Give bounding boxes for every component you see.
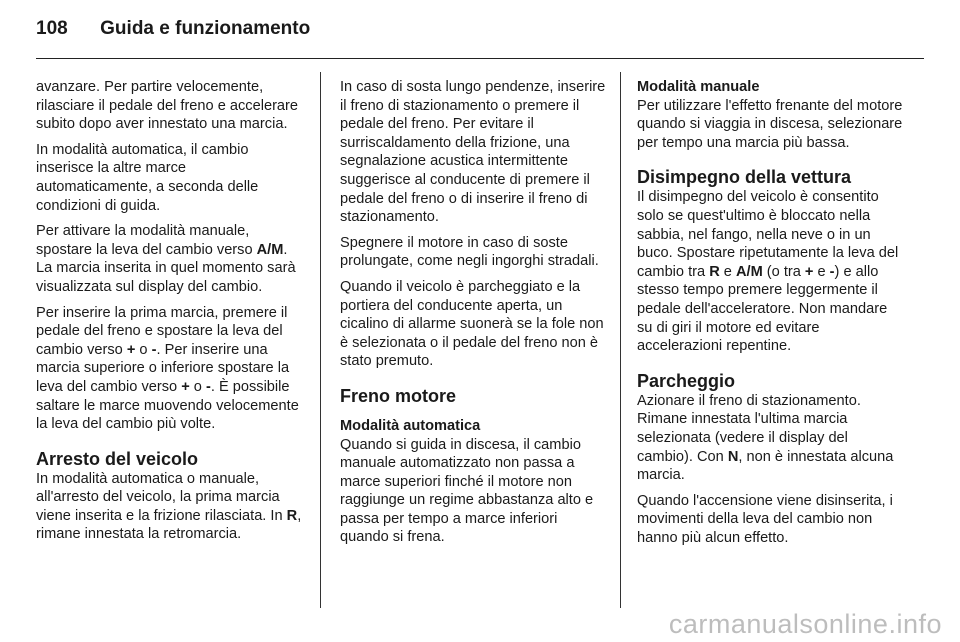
paragraph: Per attivare la modalità manuale, spostare la leva del cambio verso A/M. La marcia inserita in quel momento sarà visualizzata sul display del cambio. (36, 223, 296, 295)
paragraph: Quando l'accensione viene disinserita, i movimenti della leva del cambio non hanno più alcun effetto. (637, 492, 893, 546)
page-number: 108 (36, 18, 68, 39)
subsection-heading: Modalità manuale (637, 79, 760, 95)
paragraph: In modalità automatica, il cambio inserisce la altre marce automaticamente, a seconda delle condizioni di guida. (36, 141, 259, 214)
paragraph: In modalità automatica o manuale, all'arresto del veicolo, la prima marcia viene inserita e la frizione rilasciata. In R, rimane innestata la retromarcia. (36, 470, 302, 543)
section-heading: Arresto del veicolo (36, 448, 199, 469)
paragraph: Quando il veicolo è parcheggiato e la portiera del conducente aperta, un cicalino di allarme suonerà se la fole non è selezionata o il pedale del freno non è stato premuto. (340, 278, 604, 370)
section-heading: Parcheggio (637, 370, 736, 391)
paragraph: Azionare il freno di stazionamento. Rimane innestata l'ultima marcia selezionata (vedere il display del cambio). Con N, non è innestata alcuna marcia. (637, 392, 894, 484)
header-rule (36, 58, 924, 59)
section-heading: Freno motore (340, 385, 457, 406)
paragraph: Quando si guida in discesa, il cambio manuale automatizzato non passa a marce superiori finché il motore non raggiunge un regime abbastanza alto e passa per tempo a marce inferiori quando si frena. (340, 436, 594, 546)
paragraph: In caso di sosta lungo pendenze, inserire il freno di stazionamento o premere il pedale del freno. Per evitare il surriscaldamento della frizione, una segnalazione acustica intermittente suggerisce al conducente di premere il pedale del freno o di inserire il freno di stazionamento. (340, 79, 606, 226)
column-3 (637, 78, 903, 554)
column-1 (36, 78, 304, 551)
page-title: Guida e funzionamento (100, 18, 311, 39)
paragraph: avanzare. Per partire velocemente, rilasciare il pedale del freno e accelerare subito dopo aver innestato una marcia. (36, 79, 299, 133)
column-divider-2 (620, 72, 621, 608)
watermark: carmanualsonline.info (668, 609, 942, 639)
column-divider-1 (320, 72, 321, 608)
paragraph: Per inserire la prima marcia, premere il pedale del freno e spostare la leva del cambio verso + o -. Per inserire una marcia superiore o inferiore spostare la leva del cambio verso + o -. È possibile saltare le marce muovendo velocemente la leva del cambio più volte. (36, 304, 299, 433)
paragraph: Per utilizzare l'effetto frenante del motore quando si viaggia in discesa, selezionare per tempo una marcia più bassa. (637, 97, 903, 151)
section-heading: Disimpegno della vettura (637, 167, 852, 188)
subsection-heading: Modalità automatica (340, 417, 481, 434)
page-header (36, 18, 310, 48)
paragraph: Spegnere il motore in caso di soste prolungate, come negli ingorghi stradali. (340, 234, 599, 270)
column-2 (340, 78, 606, 554)
paragraph: Il disimpegno del veicolo è consentito solo se quest'ultimo è bloccato nella sabbia, nel fango, nella neve o in un buco. Spostare ripetutamente la leva del cambio tra R e A/M (o tra + e -) e allo stesso tempo premere leggermente il pedale dell'acceleratore. Non mandare su di giri il motore ed evitare accelerazioni repentine. (637, 189, 899, 355)
